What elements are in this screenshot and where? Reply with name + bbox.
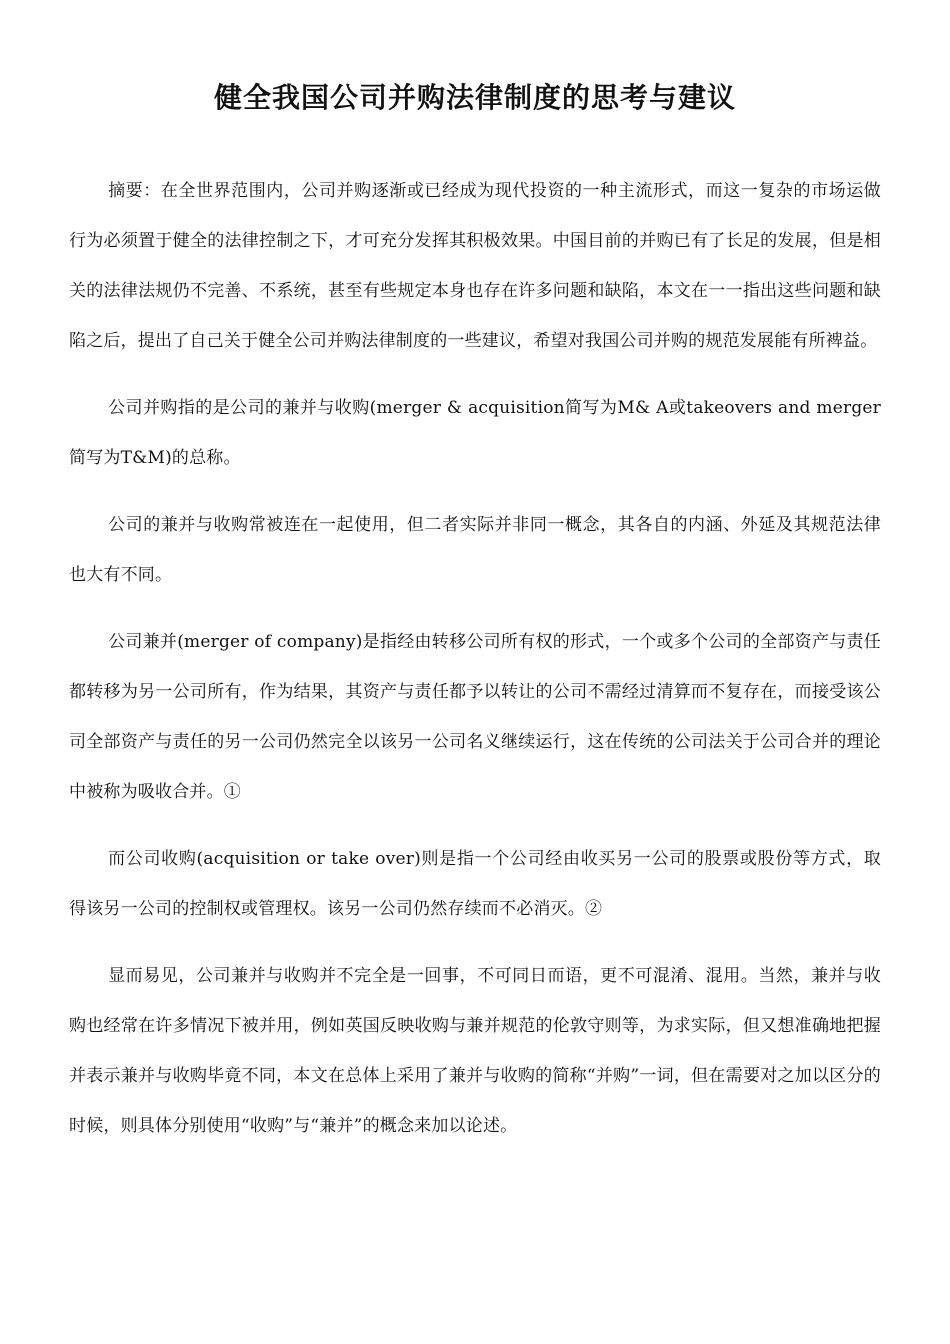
abstract-paragraph: 摘要：在全世界范围内，公司并购逐渐或已经成为现代投资的一种主流形式，而这一复杂的市场运做行为必须置于健全的法律控制之下，才可充分发挥其积极效果。中国目前的并购已有了长足的发展，但是相关的法律法规仍不完善、不系统，甚至有些规定本身也存在许多问题和缺陷，本文在一一指出这些问题和缺陷之后，提出了自己关于健全公司并购法律制度的一些建议，希望对我国公司并购的规范发展能有所裨益。: [69, 181, 881, 351]
document-title: 健全我国公司并购法律制度的思考与建议: [213, 81, 736, 114]
merger-definition-paragraph: 公司兼并(merger of company)是指经由转移公司所有权的形式，一个或多个公司的全部资产与责任都转移为另一公司所有，作为结果，其资产与责任都予以转让的公司不需经过清算而不复存在，而接受该公司全部资产与责任的另一公司仍然完全以该另一公司名义继续运行，这在传统的公司法关于公司合并的理论中被称为吸收合并。①: [69, 632, 881, 802]
distinction-paragraph: 公司的兼并与收购常被连在一起使用，但二者实际并非同一概念，其各自的内涵、外延及其规范法律也大有不同。: [69, 515, 881, 585]
definition-paragraph: 公司并购指的是公司的兼并与收购(merger & acquisition简写为M& A或takeovers and merger 简写为T&M)的总称。: [69, 398, 881, 468]
acquisition-definition-paragraph: 而公司收购(acquisition or take over)则是指一个公司经由收买另一公司的股票或股份等方式，取得该另一公司的控制权或管理权。该另一公司仍然存续而不必消灭。②: [69, 849, 881, 919]
document-body: [69, 166, 881, 1168]
conclusion-paragraph: 显而易见，公司兼并与收购并不完全是一回事，不可同日而语，更不可混淆、混用。当然，兼并与收购也经常在许多情况下被并用，例如英国反映收购与兼并规范的伦敦守则等，为求实际，但又想准确地把握并表示兼并与收购毕竟不同，本文在总体上采用了兼并与收购的简称“并购”一词，但在需要对之加以区分的时候，则具体分别使用“收购”与“兼并”的概念来加以论述。: [69, 966, 881, 1136]
